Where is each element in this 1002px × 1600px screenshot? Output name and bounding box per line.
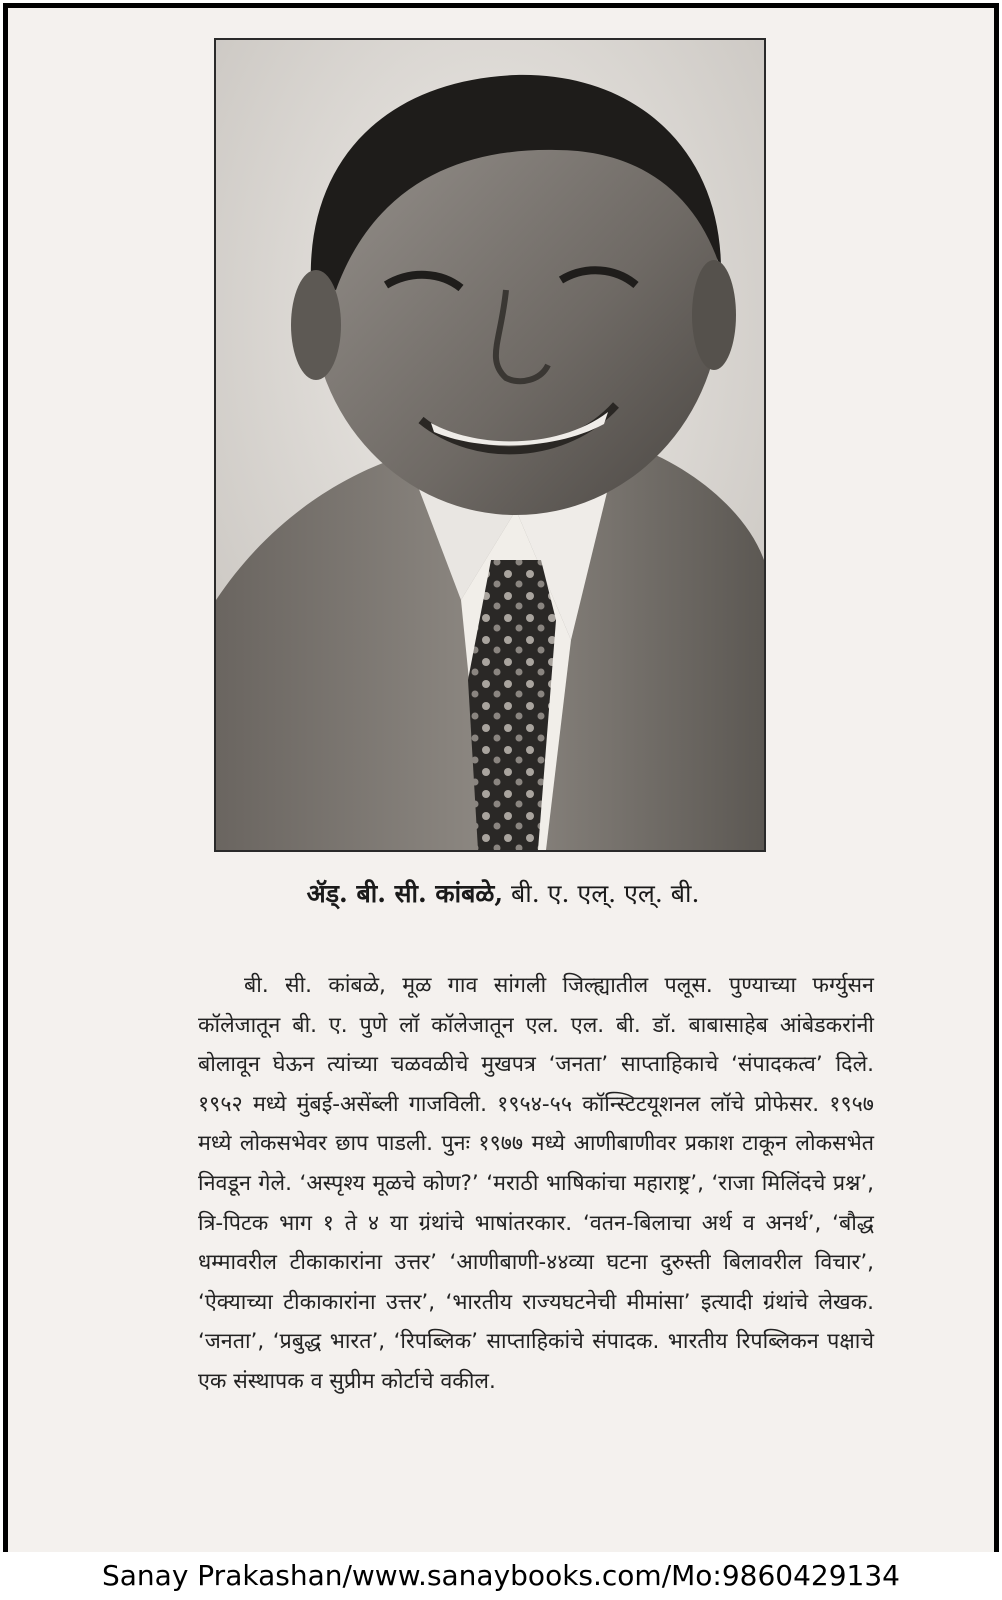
portrait-illustration [216,40,764,850]
publisher-footer: Sanay Prakashan/www.sanaybooks.com/Mo:9860429134 [0,1552,1002,1600]
caption-degree: बी. ए. एल्. एल्. बी. [511,879,700,908]
portrait-caption [8,876,998,910]
portrait-photo [214,38,766,852]
biography-paragraph: बी. सी. कांबळे, मूळ गाव सांगली जिल्ह्यातील पलूस. पुण्याच्या फर्ग्युसन कॉलेजातून बी. ए. पुणे लॉ कॉलेजातून एल. एल. बी. डॉ. बाबासाहेब आंबेडकरांनी बोलावून घेऊन त्यांच्या चळवळीचे मुखपत्र ‘जनता’ साप्ताहिकाचे ‘संपादकत्व’ दिले. १९५२ मध्ये मुंबई-असेंब्ली गाजविली. १९५४-५५ कॉन्स्टिटयूशनल लॉचे प्रोफेसर. १९५७ मध्ये लोकसभेवर छाप पाडली. पुनः १९७७ मध्ये आणीबाणीवर प्रकाश टाकून लोकसभेत निवडून गेले. ‘अस्पृश्य मूळचे कोण?’ ‘मराठी भाषिकांचा महाराष्ट्र’, ‘राजा मिलिंदचे प्रश्न’, त्रि-पिटक भाग १ ते ४ या ग्रंथांचे भाषांतरकार. ‘वतन-बिलाचा अर्थ व अनर्थ’, ‘बौद्ध धम्मावरील टीकाकारांना उत्तर’ ‘आणीबाणी-४४व्या घटना दुरुस्ती बिलावरील विचार’, ‘ऐक्याच्या टीकाकारांना उत्तर’, ‘भारतीय राज्यघटनेची मीमांसा’ इत्यादी ग्रंथांचे लेखक. ‘जनता’, ‘प्रबुद्ध भारत’, ‘रिपब्लिक’ साप्ताहिकांचे संपादक. भारतीय रिपब्लिकन पक्षाचे एक संस्थापक व सुप्रीम कोर्टाचे वकील. [198,973,874,1394]
caption-name: ॲड्. बी. सी. कांबळे, [306,879,504,908]
page-border [3,3,999,1557]
